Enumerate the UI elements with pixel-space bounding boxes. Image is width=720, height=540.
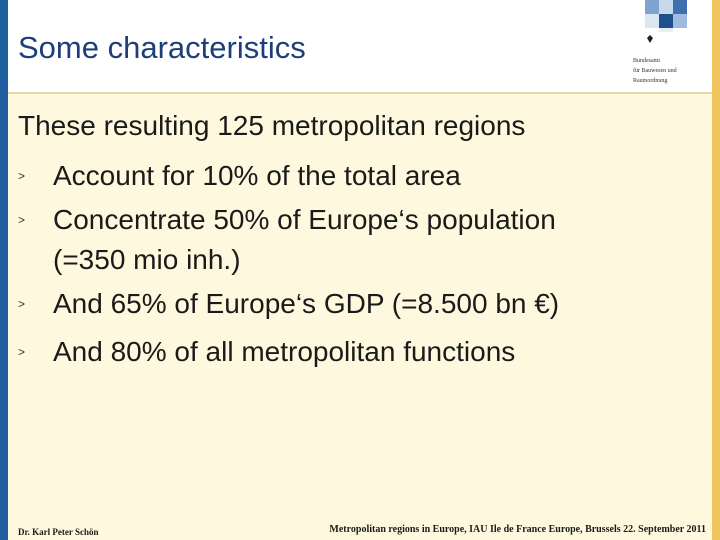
- logo-text: [633, 56, 705, 86]
- logo-line: für Bauwesen und: [633, 68, 677, 74]
- bullet-text-continuation: (=350 mio inh.): [53, 244, 241, 275]
- bullet-marker-icon: >: [18, 169, 26, 183]
- bullet-item: [18, 156, 461, 196]
- logo-line: Bundesamt: [633, 58, 660, 64]
- slide-footer: [8, 510, 712, 540]
- bullet-text: And 65% of Europe‘s GDP (=8.500 bn €): [53, 288, 560, 319]
- bullet-marker-icon: >: [18, 345, 26, 359]
- bullet-marker-icon: >: [18, 213, 26, 227]
- footer-author: Dr. Karl Peter Schön: [18, 527, 99, 537]
- bullet-text: Concentrate 50% of Europe‘s population: [53, 204, 556, 235]
- logo-mosaic-icon: [633, 0, 705, 50]
- left-accent-bar: [0, 0, 8, 540]
- logo-line: Raumordnung: [633, 78, 668, 84]
- bullet-item: [18, 332, 515, 372]
- agency-logo: [633, 0, 705, 90]
- footer-event: Metropolitan regions in Europe, IAU Ile de France Europe, Brussels 22. September 2011: [329, 524, 706, 535]
- slide-header: [8, 0, 712, 92]
- right-accent-bar: [712, 0, 720, 540]
- bullet-item: [18, 284, 559, 324]
- slide-body: [8, 92, 712, 512]
- bullet-item: [18, 200, 556, 280]
- bullet-marker-icon: >: [18, 297, 26, 311]
- bullet-text: And 80% of all metropolitan functions: [53, 336, 516, 367]
- slide-title: Some characteristics: [18, 30, 306, 65]
- bullet-text: Account for 10% of the total area: [53, 160, 461, 191]
- intro-text: These resulting 125 metropolitan regions: [18, 110, 526, 141]
